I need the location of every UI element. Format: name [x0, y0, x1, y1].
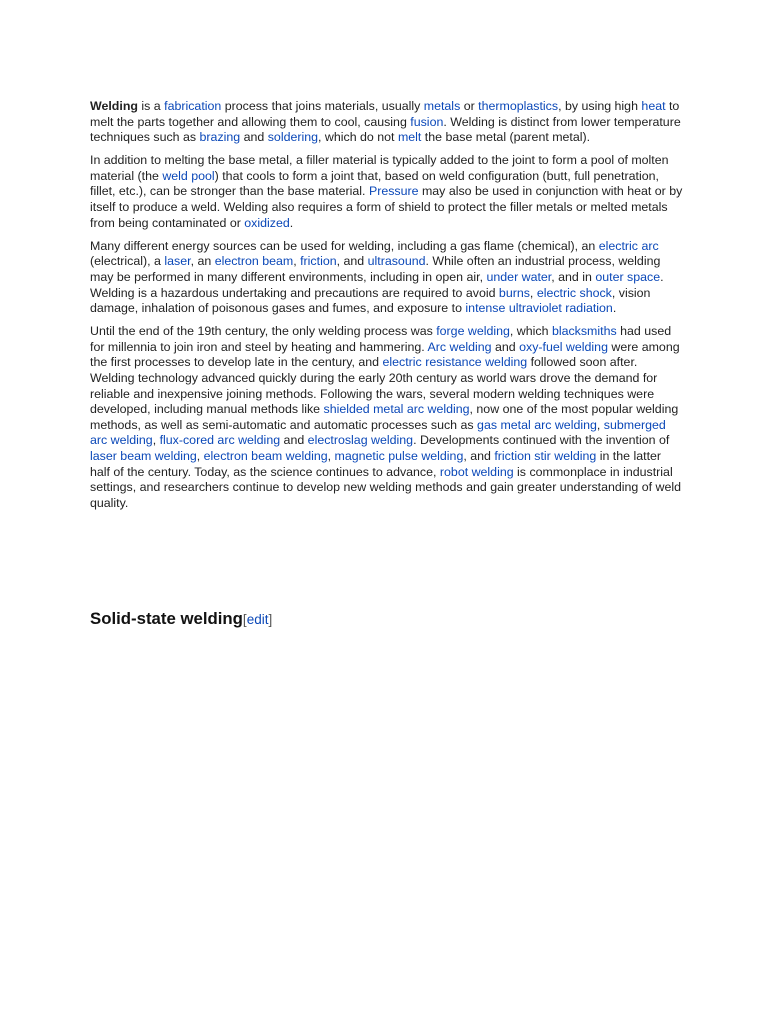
text-run: process that joins materials, usually [221, 99, 424, 113]
article-link[interactable]: fusion [410, 114, 444, 129]
article-link[interactable]: magnetic pulse welding [334, 448, 464, 463]
article-link[interactable]: electroslag welding [307, 433, 414, 448]
paragraph [90, 153, 684, 231]
article-link[interactable]: intense ultraviolet radiation [465, 301, 613, 316]
text-run: Many different energy sources can be used for welding, including a gas flame (chemical), an [90, 238, 599, 253]
article-link[interactable]: under water [486, 269, 552, 284]
text-run: ) that cools to form a joint that, based on weld configuration (butt, full penetration, fillet, etc.), can be stronger than the base material. [90, 168, 659, 199]
article-link[interactable]: electric shock [536, 285, 612, 300]
text-run: and [280, 433, 308, 448]
article-link[interactable]: Arc welding [427, 339, 492, 354]
article-link[interactable]: metals [423, 99, 461, 113]
text-run: . Welding is a hazardous undertaking and precautions are required to avoid [90, 269, 664, 300]
article-link[interactable]: thermoplastics [478, 99, 559, 113]
paragraph [90, 324, 684, 511]
article-link[interactable]: oxy-fuel welding [519, 339, 608, 354]
article-link[interactable]: friction [300, 254, 337, 269]
text-run: , which do not [318, 130, 398, 145]
article-link[interactable]: laser beam welding [90, 448, 197, 463]
article-link[interactable]: Pressure [368, 184, 419, 199]
text-run: is commonplace in industrial settings, and researchers continue to develop new welding methods and gain greater understanding of weld quality. [90, 464, 681, 510]
text-run: , and in [551, 269, 596, 284]
text-run: , vision damage, inhalation of poisonous gases and fumes, and exposure to [90, 285, 651, 316]
text-run: , [293, 254, 301, 269]
article-link[interactable]: robot welding [439, 464, 514, 479]
text-run: or [460, 99, 479, 113]
text-run: , and [336, 254, 368, 269]
text-run: , [529, 285, 537, 300]
article-link[interactable]: heat [641, 99, 666, 113]
article-subject: Welding [90, 99, 138, 113]
text-run: , [196, 448, 204, 463]
text-run: , now one of the most popular welding methods, as well as semi-automatic and automatic processes such as [90, 402, 679, 432]
text-run: Until the end of the 19th century, the only welding process was [90, 324, 437, 339]
article-link[interactable]: forge welding [436, 324, 510, 339]
text-run: In addition to melting the base metal, a filler material is typically added to the joint to form a pool of molten material (the [90, 153, 669, 183]
article-link[interactable]: burns [498, 285, 530, 300]
text-run: . Developments continued with the invention of [413, 433, 670, 448]
text-run: in the latter half of the century. Today, as the science continues to advance, [90, 448, 662, 479]
article-link[interactable]: soldering [267, 130, 319, 145]
section-heading [90, 609, 272, 629]
article-link[interactable]: oxidized [244, 215, 290, 230]
article-link[interactable]: electron beam [214, 254, 294, 269]
text-run: , an [190, 254, 215, 269]
text-run: , [327, 448, 335, 463]
article-link[interactable]: ultrasound [367, 254, 426, 269]
article-link[interactable]: flux-cored arc welding [159, 433, 281, 448]
text-run: (electrical), a [90, 254, 165, 269]
edit-link[interactable]: edit [246, 612, 269, 627]
article-link[interactable]: submerged arc welding [90, 417, 666, 448]
text-run: to melt the parts together and allowing them to cool, causing [90, 99, 680, 129]
text-run: , which [509, 324, 552, 339]
text-run: had used for millennia to join iron and steel by heating and hammering. [90, 324, 672, 354]
article-body [90, 99, 684, 519]
article-link[interactable]: laser [164, 254, 191, 269]
article-link[interactable]: electron beam welding [203, 448, 328, 463]
text-run: . [289, 215, 294, 230]
article-link[interactable]: electric resistance welding [382, 355, 528, 370]
article-link[interactable]: melt [397, 130, 422, 145]
text-run: , by using high [558, 99, 642, 113]
article-link[interactable]: outer space [595, 269, 661, 284]
section-title: Solid-state welding [90, 609, 243, 628]
article-link[interactable]: brazing [199, 130, 241, 145]
article-link[interactable]: fabrication [164, 99, 222, 113]
text-run: , [596, 417, 604, 432]
text-run: and [240, 130, 268, 145]
article-link[interactable]: blacksmiths [551, 324, 617, 339]
paragraph [90, 239, 684, 317]
text-run: is a [137, 99, 165, 113]
text-run: . [612, 301, 617, 316]
paragraph [90, 99, 684, 146]
article-link[interactable]: friction stir welding [494, 448, 597, 463]
article-link[interactable]: electric arc [598, 238, 659, 253]
edit-bracket-close: ] [268, 612, 273, 627]
text-run: and [491, 339, 520, 354]
text-run: followed soon after. Welding technology advanced quickly during the early 20th century as world wars drove the demand for reliable and inexpensive joining methods. Following the wars, several modern welding techniques were developed, including manual methods like [90, 355, 658, 417]
text-run: . While often an industrial process, welding may be performed in many different environments, including in open air, [90, 254, 661, 284]
text-run: . Welding is distinct from lower temperature techniques such as [90, 114, 681, 145]
text-run: may also be used in conjunction with heat or by itself to produce a weld. Welding also requires a form of shield to protect the filler metals or melted metals from being contaminated or [90, 184, 683, 230]
text-run: , and [463, 448, 495, 463]
edit-bracket-open: [ [242, 612, 247, 627]
article-link[interactable]: shielded metal arc welding [323, 402, 470, 417]
text-run: , [152, 433, 160, 448]
text-run: the base metal (parent metal). [421, 130, 591, 145]
article-link[interactable]: gas metal arc welding [477, 417, 597, 432]
text-run: were among the first processes to develop late in the century, and [90, 339, 680, 370]
article-link[interactable]: weld pool [162, 168, 215, 183]
